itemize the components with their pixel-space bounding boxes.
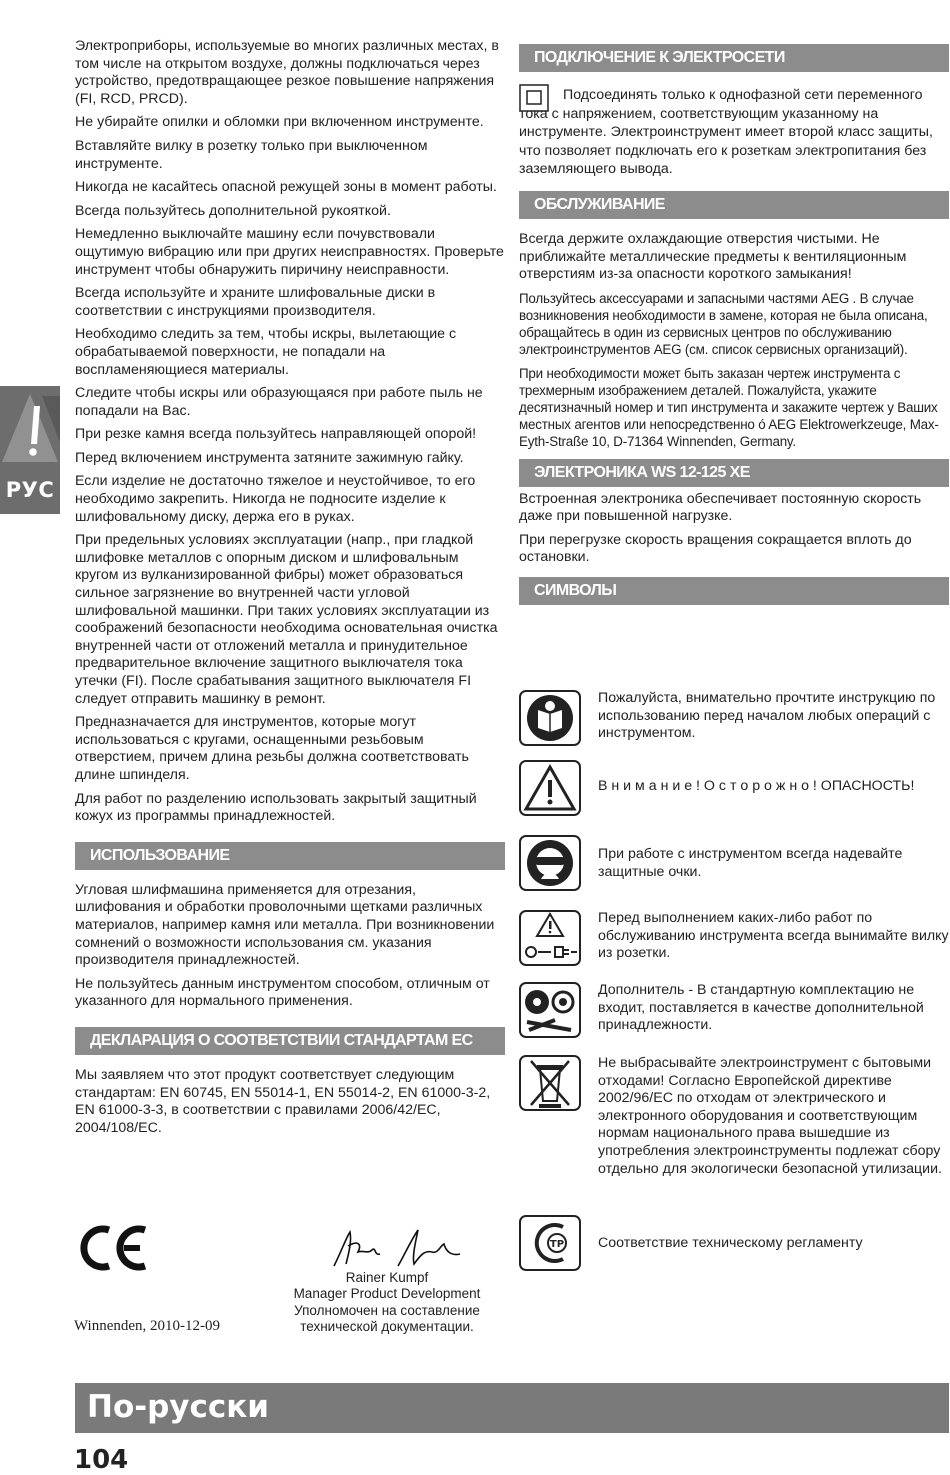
warning-exclamation-icon	[0, 386, 60, 474]
section-heading-power: ПОДКЛЮЧЕНИЕ К ЭЛЕКТРОСЕТИ	[519, 44, 949, 72]
unplug-icon	[519, 910, 581, 966]
ce-mark	[77, 1224, 149, 1272]
use-paragraph: Угловая шлифмашина применяется для отрезания, шлифования и обработки проволочными щетками различных материалов, например камня или металла. При возникновении сомнений о возможности использования см. указания производителя принадлежностей.	[75, 881, 495, 969]
page-number: 104	[74, 1445, 129, 1475]
power-text: Подсоединять только к однофазной сети переменного тока с напряжением, соответствующим указанному на инструменте. Электроинструмент имеет второй класс защиты, что позволяет подключать его к розеткам электропитания без заземляющего вывода.	[519, 87, 933, 178]
symbol-text: Соответствие техническому регламенту	[598, 1235, 863, 1251]
safety-goggles-icon	[519, 835, 581, 891]
safety-paragraph: Если изделие не достаточно тяжелое и неустойчивое, то его необходимо закрепить. Никогда не подносите изделие к шлифовальному диску, держа его в руках.	[75, 473, 476, 525]
symbol-text: Дополнитель - В стандартную комплектацию не входит, поставляется в качестве дополнительной принадлежности.	[598, 982, 924, 1034]
signature-icon	[328, 1226, 468, 1270]
signer-block	[262, 1270, 512, 1336]
safety-paragraph: Для работ по разделению использовать закрытый защитный кожух из программы принадлежностей.	[75, 790, 477, 825]
signer-title: Manager Product Development	[293, 1286, 481, 1302]
safety-paragraph: Следите чтобы искры или образующаяся при работе пыль не попадали на Вас.	[75, 385, 483, 419]
section-heading-symbols: СИМВОЛЫ	[519, 577, 949, 605]
safety-paragraph: Никогда не касайтесь опасной режущей зоны в момент работы.	[75, 179, 497, 196]
symbol-text: Пожалуйста, внимательно прочтите инструкцию по использованию перед началом любых операций с инструментом.	[598, 690, 936, 742]
safety-paragraph: Не убирайте опилки и обломки при включенном инструменте.	[75, 114, 484, 131]
safety-paragraph: Необходимо следить за тем, чтобы искры, вылетающие с обрабатываемой поверхности, не попадали на воспламеняющиеся материалы.	[75, 326, 457, 378]
symbol-text: При работе с инструментом всегда надевайте защитные очки.	[598, 846, 903, 880]
ce-mark-icon	[77, 1224, 149, 1272]
place-date: Winnenden, 2010-12-09	[74, 1318, 221, 1334]
safety-paragraph: При предельных условиях эксплуатации (напр., при гладкой шлифовке металлов с опорным диском и шлифовальным кругом из вулканизированной фибры) может образоваться сильное загрязнение во внутренней части угловой шлифовальной машинки. При таких условиях эксплуатации из соображений безопасности необходима основательная очистка внутренней части от отложений металла и принудительное предварительное включение защитного выключателя тока утечки (FI). После срабатывания защитного выключателя FI следует отправить машинку в ремонт.	[75, 532, 498, 707]
declaration-text: Мы заявляем что этот продукт соответствует следующим стандартам: EN 60745, EN 55014-1, EN 55014-2, EN 61000-3-2, EN 61000-3-3, в соответствии с правилами 2006/42/EC, 2004/108/EC.	[75, 1066, 491, 1136]
safety-paragraph: Электроприборы, используемые во многих различных местах, в том числе на открытом воздухе, должны подключаться через устройство, предотвращающее резкое повышение напряжения (FI, RCD, PRCD).	[75, 38, 499, 107]
accessory-icon	[519, 982, 581, 1038]
use-paragraph: Не пользуйтесь данным инструментом способом, отличным от указанного для нормального применения.	[75, 975, 490, 1010]
safety-paragraph: Перед включением инструмента затяните зажимную гайку.	[75, 449, 464, 466]
use-paragraphs	[75, 882, 505, 1011]
signer-role-2: технической документации.	[300, 1319, 474, 1335]
language-banner-title: По-русски	[87, 1389, 270, 1425]
read-manual-icon	[519, 690, 581, 746]
class-ii-insulation-icon	[519, 84, 549, 112]
signature	[328, 1226, 468, 1270]
safety-paragraph: Немедленно выключайте машину если почувствовали ощутимую вибрацию или при других неисправностях. Проверьте инструмент чтобы обнаружить пиричину неисправности.	[75, 226, 504, 278]
gost-r-mark-icon	[519, 1215, 581, 1271]
language-tab-label: РУС	[5, 478, 55, 502]
service-text-3: При необходимости может быть заказан чертеж инструмента с трехмерным изображением деталей. Пожалуйста, укажите десятизначный номер и тип инструмента и закажите чертеж у Ваших местных агентов или непосредственно ó AEG Elektrowerkzeuge, Max-Eyth-Straße 10, D-71364 Winnenden, Germany.	[519, 365, 939, 450]
safety-paragraph: Всегда используйте и храните шлифовальные диски в соответствии с инструкциями производителя.	[75, 285, 436, 319]
language-banner	[75, 1383, 949, 1433]
signer-name: Rainer Kumpf	[345, 1270, 429, 1285]
right-column	[519, 44, 949, 605]
left-column	[75, 38, 505, 1143]
power-block	[519, 86, 949, 179]
section-heading-electronics: ЭЛЕКТРОНИКА WS 12-125 XE	[519, 459, 949, 487]
symbol-text: Не выбрасывайте электроинструмент с бытовыми отходами! Согласно Европейской директиве 2002/96/ЕС по отходам от электрического и электронного оборудования и соответствующим нормам национального права вышедшие из употребления электроинструменты подлежат сбору отдельно для экологически безопасной утилизации.	[598, 1055, 942, 1177]
safety-instructions	[75, 38, 505, 826]
safety-paragraph: Всегда пользуйтесь дополнительной рукояткой.	[75, 202, 391, 219]
symbol-text: Перед выполнением каких-либо работ по обслуживанию инструмента всегда вынимайте вилку из розетки.	[598, 910, 949, 962]
svg-text:ТР: ТР	[549, 1239, 565, 1250]
section-heading-use: ИСПОЛЬЗОВАНИЕ	[75, 842, 505, 870]
safety-paragraph: Вставляйте вилку в розетку только при выключенном инструменте.	[75, 137, 428, 172]
electronics-text-2: При перегрузке скорость вращения сокращается вплоть до остановки.	[519, 531, 912, 566]
safety-paragraph: При резке камня всегда пользуйтесь направляющей опорой!	[75, 426, 477, 443]
section-heading-declaration: ДЕКЛАРАЦИЯ О СООТВЕТСТВИИ СТАНДАРТАМ ЕС	[75, 1027, 505, 1055]
electronics-text-1: Встроенная электроника обеспечивает постоянную скорость даже при повышенной нагрузке.	[519, 490, 922, 525]
service-text-2: Пользуйтесь аксессуарами и запасными частями AEG . В случае возникновения необходимости в замене, которая не была описана, обращайтесь в один из сервисных центров по обслуживанию электроинструментов AEG (см. список сервисных организаций).	[519, 290, 928, 358]
symbol-text: В н и м а н и е ! О с т о р о ж н о ! ОПАСНОСТЬ!	[598, 778, 915, 794]
warning-triangle-icon	[519, 760, 581, 816]
signer-role-1: Уполномочен на составление	[294, 1302, 480, 1318]
service-text-1: Всегда держите охлаждающие отверстия чистыми. Не приближайте металлические предметы к вентиляционным отверстиям из-за опасности короткого замыкания!	[519, 230, 907, 283]
safety-paragraph: Предназначается для инструментов, которые могут использоваться с кругами, оснащенными резьбовым отверстием, причем длина резьбы должна соответствовать длине шпинделя.	[75, 714, 469, 783]
section-heading-service: ОБСЛУЖИВАНИЕ	[519, 191, 949, 219]
language-tab	[0, 386, 60, 514]
weee-bin-icon	[519, 1055, 581, 1111]
